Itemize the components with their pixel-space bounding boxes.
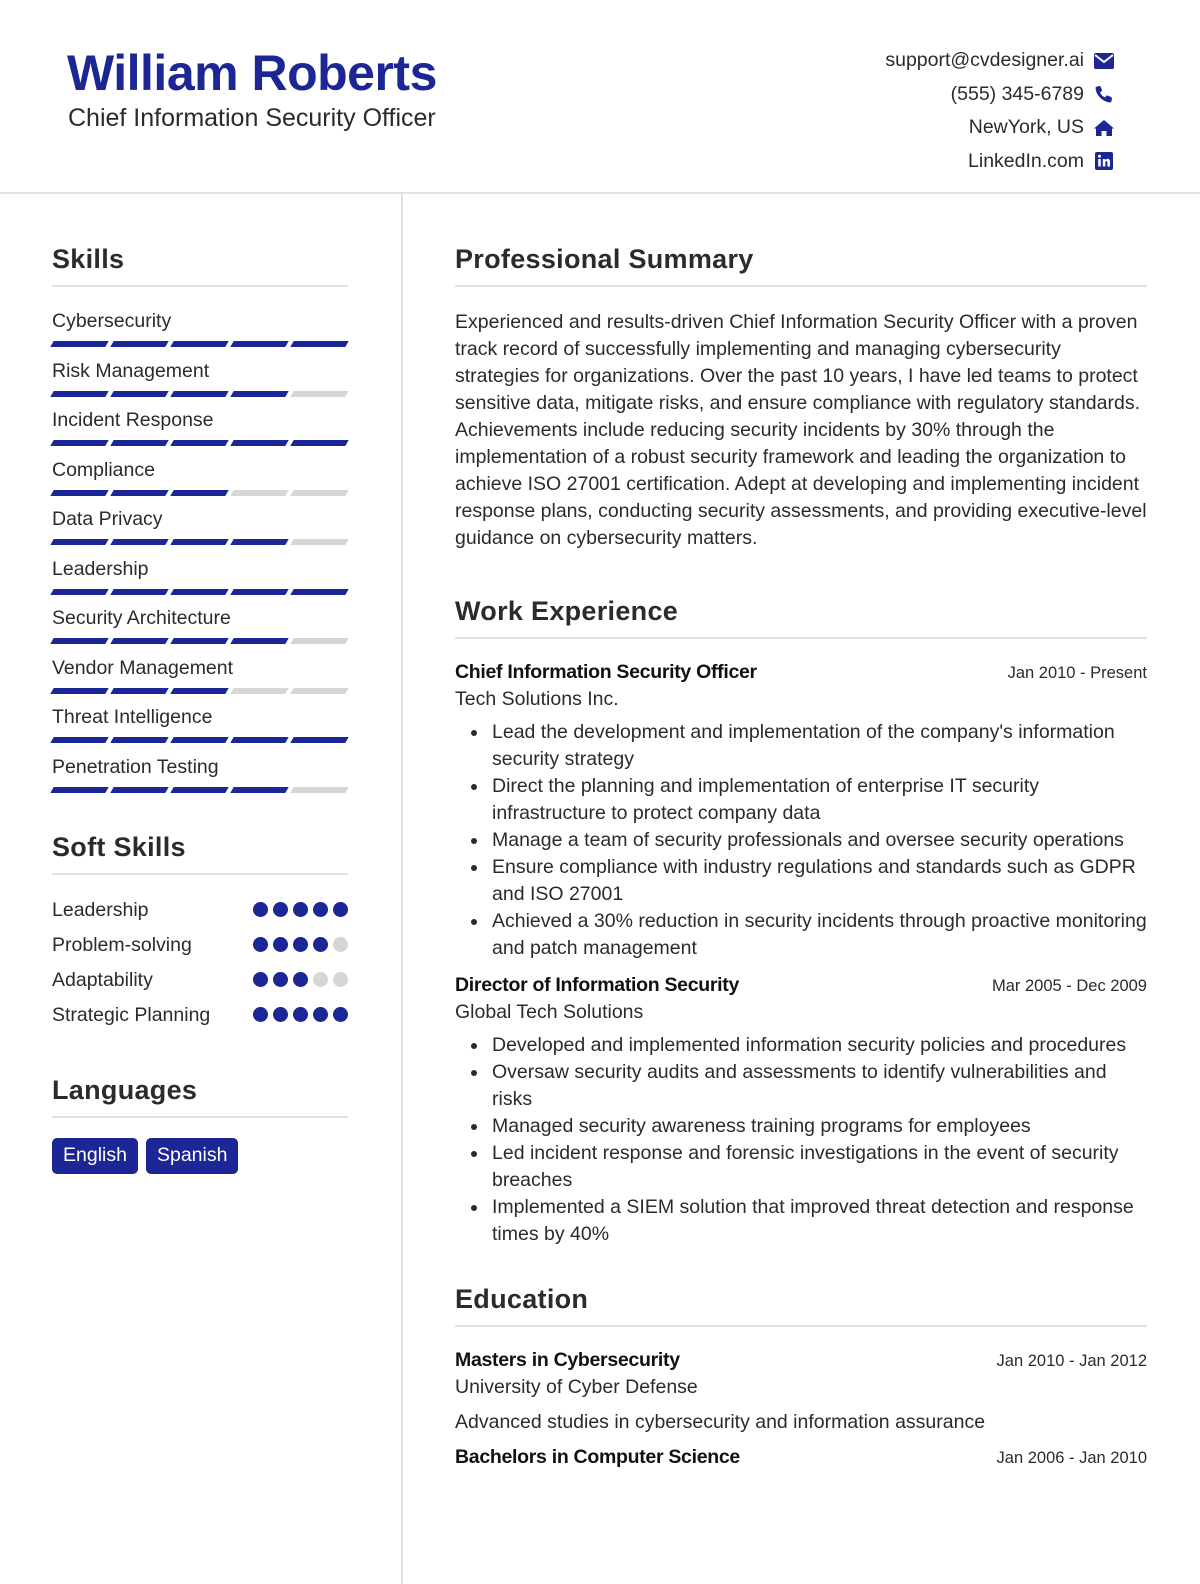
skill-bar-segment-filled <box>230 341 288 347</box>
skill-item <box>52 557 348 607</box>
job-entry <box>455 661 1147 962</box>
soft-skill-item <box>52 967 348 994</box>
skill-item <box>52 755 348 805</box>
education-degree: Bachelors in Computer Science <box>455 1446 740 1468</box>
skill-name: Risk Management <box>52 359 210 382</box>
skill-bar-segment-filled <box>230 589 288 595</box>
skill-bar-segment-filled <box>230 539 288 545</box>
skill-bar-segment-empty <box>290 638 348 644</box>
job-role: Director of Information Security <box>455 974 740 996</box>
languages-heading: Languages <box>52 1075 348 1118</box>
resume-header <box>0 0 1200 194</box>
rating-dot-filled <box>313 902 328 917</box>
education-school: University of Cyber Defense <box>455 1376 698 1398</box>
skill-bar-segment-filled <box>50 787 108 793</box>
skill-name: Compliance <box>52 458 155 481</box>
skill-bar-segment-filled <box>170 787 228 793</box>
rating-dot-filled <box>313 1007 328 1022</box>
education-header <box>455 1349 1147 1372</box>
skill-bar-segment-empty <box>290 391 348 397</box>
soft-skill-name: Strategic Planning <box>52 1004 211 1026</box>
skill-bar-segment-filled <box>110 539 168 545</box>
skill-name: Vendor Management <box>52 656 234 679</box>
job-bullet: Developed and implemented information security policies and procedures <box>492 1032 1147 1059</box>
rating-dot-filled <box>253 902 268 917</box>
skill-name: Leadership <box>52 557 149 580</box>
skill-bar-segment-filled <box>110 688 168 694</box>
skill-level-bar <box>52 391 348 397</box>
skill-bar-segment-filled <box>230 440 288 446</box>
language-badge: English <box>52 1138 138 1174</box>
skill-name: Incident Response <box>52 409 214 431</box>
job-company: Tech Solutions Inc. <box>455 688 619 710</box>
education-entry <box>455 1446 1147 1469</box>
skill-bar-segment-filled <box>110 787 168 793</box>
skill-item <box>52 359 348 409</box>
skill-bar-segment-filled <box>50 391 108 397</box>
contact-email[interactable] <box>885 44 1115 78</box>
skill-bar-segment-empty <box>290 688 348 694</box>
skill-name: Threat Intelligence <box>52 706 213 728</box>
education-heading: Education <box>455 1284 1147 1327</box>
skill-bar-segment-filled <box>50 638 108 644</box>
soft-skill-rating <box>253 932 348 952</box>
rating-dot-filled <box>293 1007 308 1022</box>
skill-bar-segment-empty <box>230 688 288 694</box>
skill-bar-segment-filled <box>110 341 168 347</box>
job-bullets <box>455 1032 1147 1248</box>
skill-bar-segment-filled <box>50 490 108 496</box>
skill-bar-segment-filled <box>170 341 228 347</box>
skill-bar-segment-filled <box>290 737 348 743</box>
skill-bar-segment-filled <box>110 589 168 595</box>
skill-level-bar <box>52 440 348 446</box>
skills-heading: Skills <box>52 244 348 287</box>
rating-dot-empty <box>333 937 348 952</box>
skill-item <box>52 705 348 755</box>
education-list <box>455 1349 1147 1469</box>
rating-dot-empty <box>313 972 328 987</box>
job-bullet: Managed security awareness training programs for employees <box>492 1113 1147 1140</box>
skill-bar-segment-filled <box>290 589 348 595</box>
summary-text: Experienced and results-driven Chief Information Security Officer with a proven track record of successfully implementing and managing cybersecurity strategies for organizations. Over the past 10 years, I have led teams to protect sensitive data, mitigate risks, and ensure compliance with regulatory standards. Achievements include reducing security incidents by 30% through the implementation of a robust security framework and leading the organization to achieve ISO 27001 certification. Adept at developing and implementing incident response plans, conducting security assessments, and providing executive-level guidance on cybersecurity matters. <box>455 311 1147 549</box>
job-header <box>455 974 1147 997</box>
skill-bar-segment-filled <box>230 787 288 793</box>
work-list <box>455 661 1147 1248</box>
contact-linkedin[interactable] <box>885 145 1115 179</box>
skill-bar-segment-filled <box>50 539 108 545</box>
languages-list <box>52 1138 348 1174</box>
contact-list <box>885 44 1115 178</box>
soft-skill-item <box>52 932 348 959</box>
soft-skill-name: Problem-solving <box>52 934 192 956</box>
skill-bar-segment-filled <box>50 440 108 446</box>
candidate-name: William Roberts <box>67 45 437 101</box>
language-badge: Spanish <box>146 1138 238 1174</box>
rating-dot-filled <box>333 902 348 917</box>
job-dates: Jan 2010 - Present <box>1007 664 1147 682</box>
skill-bar-segment-filled <box>170 490 228 496</box>
rating-dot-filled <box>333 1007 348 1022</box>
soft-skill-rating <box>253 1002 348 1022</box>
skill-bar-segment-filled <box>50 341 108 347</box>
skill-bar-segment-filled <box>170 589 228 595</box>
skill-bar-segment-filled <box>170 638 228 644</box>
contact-linkedin-text[interactable]: LinkedIn.com <box>968 149 1084 172</box>
skill-level-bar <box>52 737 348 743</box>
skill-bar-segment-filled <box>230 737 288 743</box>
contact-location <box>885 111 1115 145</box>
column-divider <box>401 194 403 1584</box>
education-entry <box>455 1349 1147 1434</box>
skill-name: Security Architecture <box>52 607 231 629</box>
skill-level-bar <box>52 638 348 644</box>
skill-bar-segment-filled <box>170 688 228 694</box>
rating-dot-filled <box>253 972 268 987</box>
rating-dot-filled <box>273 972 288 987</box>
job-bullets <box>455 719 1147 962</box>
job-entry <box>455 974 1147 1248</box>
soft-skill-rating <box>253 967 348 987</box>
soft-skill-name: Adaptability <box>52 969 153 991</box>
skill-item <box>52 507 348 557</box>
job-role: Chief Information Security Officer <box>455 661 757 683</box>
left-column <box>52 244 348 1174</box>
soft-skill-item <box>52 1002 348 1029</box>
skill-bar-segment-empty <box>290 539 348 545</box>
contact-email-text[interactable]: support@cvdesigner.ai <box>885 49 1084 72</box>
skill-bar-segment-filled <box>110 737 168 743</box>
skill-bar-segment-filled <box>230 638 288 644</box>
skill-bar-segment-filled <box>110 490 168 496</box>
skill-bar-segment-filled <box>290 440 348 446</box>
contact-phone-text[interactable]: (555) 345-6789 <box>950 82 1084 105</box>
skills-list <box>52 309 348 804</box>
work-heading: Work Experience <box>455 596 1147 639</box>
soft-skill-rating <box>253 897 348 917</box>
rating-dot-filled <box>253 1007 268 1022</box>
job-bullet: Manage a team of security professionals and oversee security operations <box>492 827 1147 854</box>
skill-level-bar <box>52 490 348 496</box>
skill-bar-segment-filled <box>50 589 108 595</box>
skill-bar-segment-empty <box>290 490 348 496</box>
skill-bar-segment-filled <box>50 688 108 694</box>
candidate-title: Chief Information Security Officer <box>68 104 436 132</box>
job-bullet: Ensure compliance with industry regulations and standards such as GDPR and ISO 27001 <box>492 854 1147 908</box>
job-bullet: Lead the development and implementation of the company's information security strategy <box>492 719 1147 773</box>
skill-item <box>52 606 348 656</box>
right-column <box>455 244 1147 1469</box>
skill-level-bar <box>52 539 348 545</box>
skill-bar-segment-filled <box>110 638 168 644</box>
skill-name: Cybersecurity <box>52 310 172 332</box>
skill-level-bar <box>52 589 348 595</box>
rating-dot-empty <box>333 972 348 987</box>
education-header <box>455 1446 1147 1469</box>
skill-bar-segment-filled <box>170 391 228 397</box>
envelope-icon <box>1093 50 1115 72</box>
soft-skills-heading: Soft Skills <box>52 832 348 875</box>
job-dates: Mar 2005 - Dec 2009 <box>991 977 1147 995</box>
soft-skill-name: Leadership <box>52 899 149 921</box>
rating-dot-filled <box>293 937 308 952</box>
home-icon <box>1093 117 1115 139</box>
summary-heading: Professional Summary <box>455 244 1147 287</box>
skill-bar-segment-filled <box>110 391 168 397</box>
rating-dot-filled <box>273 1007 288 1022</box>
soft-skill-item <box>52 897 348 924</box>
skill-name: Penetration Testing <box>52 755 219 778</box>
contact-phone[interactable] <box>885 78 1115 112</box>
skill-item <box>52 656 348 706</box>
rating-dot-filled <box>253 937 268 952</box>
soft-skills-list <box>52 897 348 1029</box>
job-bullet: Achieved a 30% reduction in security incidents through proactive monitoring and patch management <box>492 908 1147 962</box>
skill-level-bar <box>52 787 348 793</box>
skill-bar-segment-filled <box>110 440 168 446</box>
job-bullet: Oversaw security audits and assessments to identify vulnerabilities and risks <box>492 1059 1147 1113</box>
rating-dot-filled <box>313 937 328 952</box>
rating-dot-filled <box>273 902 288 917</box>
skill-bar-segment-filled <box>170 539 228 545</box>
skill-bar-segment-empty <box>230 490 288 496</box>
skill-bar-segment-filled <box>170 440 228 446</box>
linkedin-icon <box>1093 150 1115 172</box>
skill-level-bar <box>52 688 348 694</box>
rating-dot-filled <box>273 937 288 952</box>
education-degree: Masters in Cybersecurity <box>455 1349 680 1371</box>
skill-item <box>52 458 348 508</box>
job-header <box>455 661 1147 684</box>
education-dates: Jan 2010 - Jan 2012 <box>996 1352 1147 1370</box>
skill-bar-segment-filled <box>50 737 108 743</box>
job-company: Global Tech Solutions <box>455 1001 644 1023</box>
education-description: Advanced studies in cybersecurity and information assurance <box>455 1411 986 1433</box>
skill-bar-segment-filled <box>230 391 288 397</box>
skill-item <box>52 309 348 359</box>
rating-dot-filled <box>293 902 308 917</box>
skill-item <box>52 408 348 458</box>
job-bullet: Led incident response and forensic investigations in the event of security breaches <box>492 1140 1147 1194</box>
job-bullet: Implemented a SIEM solution that improved threat detection and response times by 40% <box>492 1194 1147 1248</box>
skill-name: Data Privacy <box>52 508 163 530</box>
education-dates: Jan 2006 - Jan 2010 <box>996 1449 1147 1467</box>
phone-icon <box>1093 83 1115 105</box>
contact-location-text: NewYork, US <box>968 116 1084 139</box>
skill-bar-segment-filled <box>170 737 228 743</box>
skill-level-bar <box>52 341 348 347</box>
skill-bar-segment-empty <box>290 787 348 793</box>
rating-dot-filled <box>293 972 308 987</box>
job-bullet: Direct the planning and implementation of enterprise IT security infrastructure to protect company data <box>492 773 1147 827</box>
skill-bar-segment-filled <box>290 341 348 347</box>
